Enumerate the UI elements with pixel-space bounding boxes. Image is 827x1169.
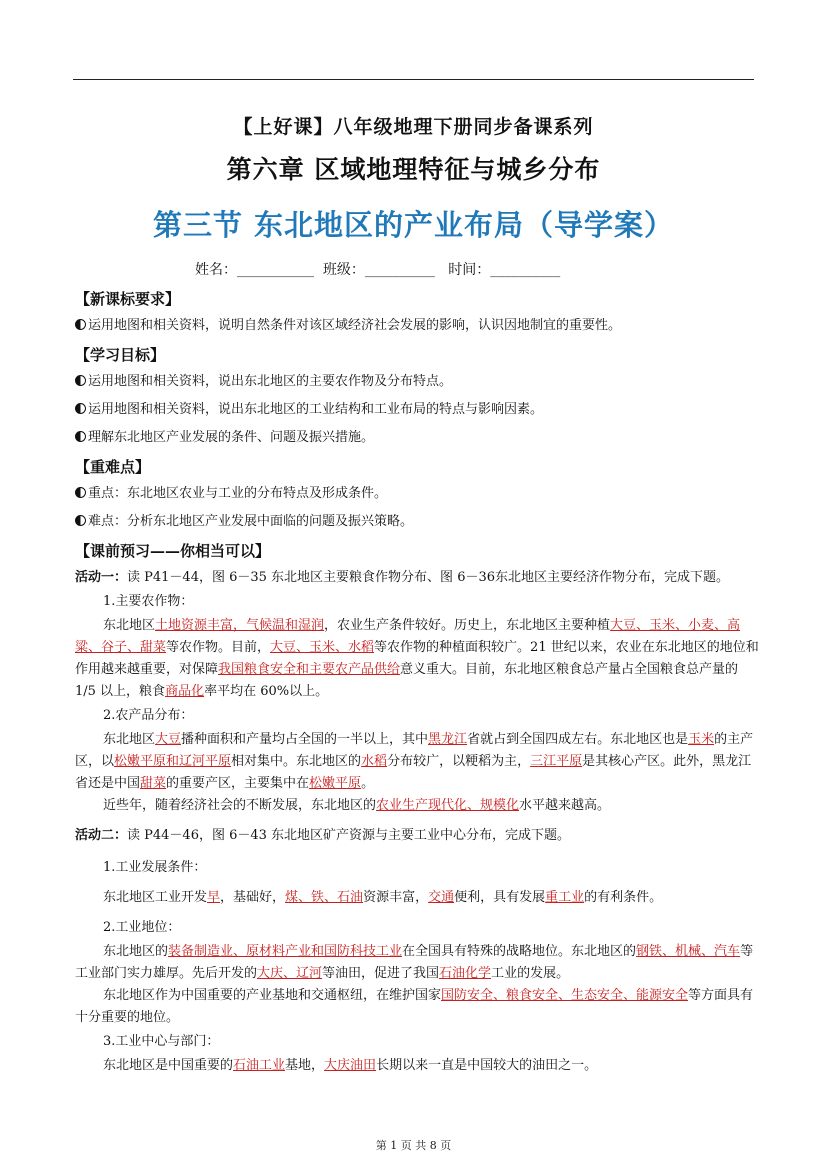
answer-text: 大豆、玉米、小麦、高粱、谷子、甜菜	[75, 618, 741, 655]
answer-text: 装备制造业、原材料产业和国防科技工业	[168, 944, 403, 959]
activity-2-paragraph-2	[75, 941, 759, 985]
paragraph-text: ，基础好，	[220, 890, 286, 905]
activity-1-paragraph-3	[75, 795, 759, 817]
activity-2-sub-3: 3.工业中心与部门：	[103, 1034, 220, 1049]
header-rule	[73, 79, 754, 80]
paragraph-text: 意义重大。目前，东北地区粮食总产量占全国粮食总产量的 1/5 以上，粮食	[75, 662, 739, 699]
activity-2-paragraph-1	[75, 887, 759, 909]
answer-text: 石油工业	[233, 1058, 286, 1073]
paragraph-text: 是其核心产区。此外，黑龙江省还是中国	[75, 754, 752, 791]
paragraph-text: 东北地区	[103, 732, 156, 747]
goal-item: 理解东北地区产业发展的条件、问题及振兴措施。	[75, 427, 759, 449]
answer-text: 煤、铁、石油	[285, 890, 364, 905]
goals-heading: 【学习目标】	[75, 346, 166, 364]
paragraph-text: 在全国具有特殊的战略地位。东北地区的	[402, 944, 637, 959]
keypoint-item: 重点：东北地区农业与工业的分布特点及形成条件。	[75, 483, 759, 505]
paragraph-text: 基地，	[285, 1058, 325, 1073]
chapter-title: 第六章 区域地理特征与城乡分布	[226, 155, 601, 184]
activity-2-sub-1: 1.工业发展条件：	[103, 860, 207, 875]
paragraph-text: 工业的发展。	[491, 966, 570, 981]
page-footer: 第 1 页 共 8 页	[375, 1139, 452, 1152]
answer-text: 土地资源丰富，气候温和湿润	[155, 618, 325, 633]
series-title: 【上好课】八年级地理下册同步备课系列	[233, 116, 594, 138]
paragraph-text: 。	[361, 776, 375, 791]
activity-1-sub-2: 2.农产品分布：	[103, 708, 194, 723]
half-circle-bullet-icon	[75, 319, 86, 330]
answer-text: 商品化	[165, 684, 205, 699]
paragraph-text: 东北地区的	[103, 944, 169, 959]
paragraph-text: 的主产区，以	[75, 732, 754, 769]
answer-text: 大庆、辽河	[257, 966, 323, 981]
activity-1-paragraph-1	[75, 615, 759, 703]
paragraph-text: 便利，具有发展	[454, 890, 546, 905]
paragraph-text: 长期以来一直是中国较大的油田之一。	[376, 1058, 598, 1073]
paragraph-text: 等农作物的种植面积较广。21 世纪以来，农业在东北地区的地位和作用越来越重要，对保障	[75, 640, 759, 677]
paragraph-text: 等方面具有十分重要的地位。	[75, 988, 754, 1025]
section-title: 第三节 东北地区的产业布局（导学案）	[152, 208, 675, 242]
paragraph-text: 近些年，随着经济社会的不断发展，东北地区的	[103, 798, 377, 813]
answer-text: 重工业	[545, 890, 585, 905]
curriculum-heading: 【新课标要求】	[75, 290, 181, 308]
activity-1-paragraph-2	[75, 729, 759, 795]
goal-item: 运用地图和相关资料，说出东北地区的主要农作物及分布特点。	[75, 371, 759, 393]
half-circle-bullet-icon	[75, 403, 86, 414]
activity-1-sub-1: 1.主要农作物：	[103, 594, 194, 609]
answer-text: 国防安全、粮食安全、生态安全、能源安全	[441, 988, 689, 1003]
keypoints-heading: 【重难点】	[75, 458, 151, 476]
answer-text: 农业生产现代化、规模化	[376, 798, 520, 813]
activity-2-paragraph-3	[75, 985, 759, 1029]
paragraph-text: 相对集中。东北地区的	[231, 754, 362, 769]
paragraph-text: 东北地区作为中国重要的产业基地和交通枢纽，在维护国家	[103, 988, 442, 1003]
answer-text: 石油化学	[439, 966, 492, 981]
half-circle-bullet-icon	[75, 515, 86, 526]
content-body	[75, 285, 759, 1077]
activity-2-prompt: 活动二：读 P44－46，图 6－43 东北地区矿产资源与主要工业中心分布，完成下题。	[75, 828, 571, 843]
half-circle-bullet-icon	[75, 375, 86, 386]
answer-text: 大豆	[155, 732, 182, 747]
name-class-time-row: 姓名：___________ 班级：__________ 时间：__________	[195, 262, 561, 278]
paragraph-text: 分布较广，以粳稻为主，	[387, 754, 531, 769]
paragraph-text: 的有利条件。	[584, 890, 663, 905]
paragraph-text: ，农业生产条件较好。历史上，东北地区主要种植	[324, 618, 611, 633]
curriculum-item: 运用地图和相关资料，说明自然条件对该区域经济社会发展的影响，认识因地制宜的重要性。	[75, 315, 759, 337]
paragraph-text: 省就占到全国四成左右。东北地区也是	[467, 732, 689, 747]
answer-text: 交通	[428, 890, 455, 905]
paragraph-text: 率平均在 60%以上。	[204, 684, 329, 699]
paragraph-text: 东北地区是中国重要的	[103, 1058, 234, 1073]
paragraph-text: 资源丰富，	[363, 890, 429, 905]
activity-1-prompt: 活动一：读 P41－44，图 6－35 东北地区主要粮食作物分布、图 6－36东北地区主要经济作物分布，完成下题。	[75, 570, 730, 585]
answer-text: 钢铁、机械、汽车	[636, 944, 741, 959]
activity-2-sub-2: 2.工业地位：	[103, 920, 181, 935]
half-circle-bullet-icon	[75, 431, 86, 442]
answer-text: 松嫩平原和辽河平原	[114, 754, 232, 769]
answer-text: 甜菜	[140, 776, 167, 791]
paragraph-text: 东北地区工业开发	[103, 890, 208, 905]
paragraph-text: 东北地区	[103, 618, 156, 633]
paragraph-text: 等农作物。目前，	[166, 640, 271, 655]
answer-text: 大豆、玉米、水稻	[270, 640, 375, 655]
answer-text: 早	[207, 890, 221, 905]
answer-text: 水稻	[361, 754, 388, 769]
activity-2-paragraph-4	[75, 1055, 759, 1077]
paragraph-text: 等工业部门实力雄厚。先后开发的	[75, 944, 754, 981]
answer-text: 黑龙江	[428, 732, 468, 747]
answer-text: 我国粮食安全和主要农产品供给	[218, 662, 401, 677]
keypoint-item: 难点：分析东北地区产业发展中面临的问题及振兴策略。	[75, 511, 759, 533]
paragraph-text: 等油田，促进了我国	[322, 966, 440, 981]
paragraph-text: 水平越来越高。	[519, 798, 611, 813]
preview-heading: 【课前预习——你相当可以】	[75, 542, 271, 560]
answer-text: 玉米	[688, 732, 715, 747]
answer-text: 三江平原	[530, 754, 583, 769]
half-circle-bullet-icon	[75, 487, 86, 498]
goal-item: 运用地图和相关资料，说出东北地区的工业结构和工业布局的特点与影响因素。	[75, 399, 759, 421]
answer-text: 松嫩平原	[309, 776, 362, 791]
paragraph-text: 的重要产区，主要集中在	[166, 776, 310, 791]
paragraph-text: 播种面积和产量均占全国的一半以上，其中	[181, 732, 429, 747]
answer-text: 大庆油田	[324, 1058, 377, 1073]
